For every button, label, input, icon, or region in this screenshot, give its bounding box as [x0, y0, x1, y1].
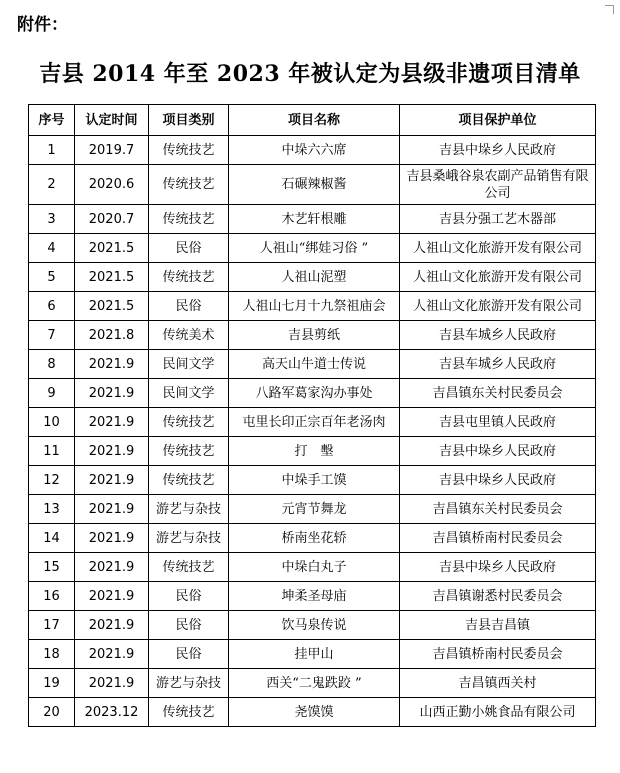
cell-name: 中垛手工馍	[229, 466, 400, 495]
cell-name: 高天山牛道士传说	[229, 350, 400, 379]
cell-date: 2021.9	[75, 611, 149, 640]
cell-no: 12	[29, 466, 75, 495]
cell-category: 民俗	[149, 234, 229, 263]
table-row	[29, 466, 596, 495]
cell-no: 18	[29, 640, 75, 669]
cell-date: 2021.9	[75, 669, 149, 698]
cell-no: 19	[29, 669, 75, 698]
table-row	[29, 437, 596, 466]
cell-name: 打 墼	[229, 437, 400, 466]
cell-no: 11	[29, 437, 75, 466]
cell-date: 2023.12	[75, 698, 149, 727]
cell-date: 2021.9	[75, 495, 149, 524]
cell-no: 7	[29, 321, 75, 350]
cell-date: 2020.6	[75, 165, 149, 205]
cell-category: 游艺与杂技	[149, 669, 229, 698]
cell-name: 中垛六六席	[229, 136, 400, 165]
cell-date: 2021.9	[75, 408, 149, 437]
cell-category: 传统技艺	[149, 263, 229, 292]
table-header-row	[29, 105, 596, 136]
cell-name: 屯里长印正宗百年老汤肉	[229, 408, 400, 437]
cell-category: 民俗	[149, 292, 229, 321]
cell-name: 吉县剪纸	[229, 321, 400, 350]
cell-date: 2021.9	[75, 553, 149, 582]
cell-date: 2021.9	[75, 524, 149, 553]
cell-unit: 吉县中垛乡人民政府	[400, 466, 596, 495]
cell-category: 传统技艺	[149, 466, 229, 495]
cell-name: 挂甲山	[229, 640, 400, 669]
cell-date: 2021.8	[75, 321, 149, 350]
table-row	[29, 698, 596, 727]
cell-unit: 吉昌镇桥南村民委员会	[400, 524, 596, 553]
cell-no: 15	[29, 553, 75, 582]
cell-category: 游艺与杂技	[149, 495, 229, 524]
cell-name: 西关“二鬼跌跤 ”	[229, 669, 400, 698]
column-header-unit: 项目保护单位	[400, 105, 596, 136]
cell-category: 民俗	[149, 640, 229, 669]
table-row	[29, 205, 596, 234]
table-row	[29, 234, 596, 263]
cell-date: 2021.9	[75, 437, 149, 466]
cell-no: 9	[29, 379, 75, 408]
table-row	[29, 582, 596, 611]
cell-no: 5	[29, 263, 75, 292]
table-row	[29, 553, 596, 582]
cell-unit: 人祖山文化旅游开发有限公司	[400, 234, 596, 263]
cell-category: 传统技艺	[149, 437, 229, 466]
cell-name: 坤柔圣母庙	[229, 582, 400, 611]
cell-unit: 吉昌镇东关村民委员会	[400, 495, 596, 524]
cell-date: 2021.9	[75, 379, 149, 408]
cell-unit: 吉昌镇东关村民委员会	[400, 379, 596, 408]
table-row	[29, 263, 596, 292]
cell-unit: 吉县中垛乡人民政府	[400, 437, 596, 466]
cell-unit: 吉昌镇西关村	[400, 669, 596, 698]
cell-unit: 吉县屯里镇人民政府	[400, 408, 596, 437]
cell-name: 尧馍馍	[229, 698, 400, 727]
page-corner-mark	[605, 5, 614, 14]
cell-name: 人祖山泥塑	[229, 263, 400, 292]
cell-name: 桥南坐花轿	[229, 524, 400, 553]
column-header-date: 认定时间	[75, 105, 149, 136]
cell-no: 8	[29, 350, 75, 379]
cell-no: 17	[29, 611, 75, 640]
cell-category: 传统技艺	[149, 205, 229, 234]
table-row	[29, 611, 596, 640]
cell-no: 16	[29, 582, 75, 611]
cell-no: 3	[29, 205, 75, 234]
cell-category: 传统技艺	[149, 553, 229, 582]
cell-unit: 山西正勤小姚食品有限公司	[400, 698, 596, 727]
cell-name: 木艺轩根雕	[229, 205, 400, 234]
cell-unit: 吉昌镇谢悉村民委员会	[400, 582, 596, 611]
cell-no: 1	[29, 136, 75, 165]
cell-date: 2021.5	[75, 292, 149, 321]
cell-date: 2020.7	[75, 205, 149, 234]
table-row	[29, 321, 596, 350]
cell-category: 民间文学	[149, 379, 229, 408]
cell-no: 4	[29, 234, 75, 263]
cell-unit: 吉县桑峨谷泉农副产品销售有限公司	[400, 165, 596, 205]
table-row	[29, 292, 596, 321]
heritage-list-table	[28, 104, 596, 727]
cell-category: 民俗	[149, 582, 229, 611]
cell-no: 10	[29, 408, 75, 437]
cell-name: 中垛白丸子	[229, 553, 400, 582]
table-row	[29, 379, 596, 408]
cell-name: 饮马泉传说	[229, 611, 400, 640]
column-header-category: 项目类别	[149, 105, 229, 136]
cell-category: 游艺与杂技	[149, 524, 229, 553]
cell-name: 八路军葛家沟办事处	[229, 379, 400, 408]
cell-unit: 吉县车城乡人民政府	[400, 350, 596, 379]
cell-date: 2021.9	[75, 466, 149, 495]
cell-date: 2021.9	[75, 640, 149, 669]
column-header-no: 序号	[29, 105, 75, 136]
cell-unit: 吉县分强工艺木器部	[400, 205, 596, 234]
cell-unit: 吉县中垛乡人民政府	[400, 136, 596, 165]
cell-no: 13	[29, 495, 75, 524]
cell-no: 2	[29, 165, 75, 205]
cell-category: 民间文学	[149, 350, 229, 379]
table-row	[29, 524, 596, 553]
cell-date: 2021.5	[75, 263, 149, 292]
cell-unit: 吉县中垛乡人民政府	[400, 553, 596, 582]
cell-date: 2019.7	[75, 136, 149, 165]
table-row	[29, 408, 596, 437]
cell-category: 传统技艺	[149, 165, 229, 205]
cell-name: 石碾辣椒酱	[229, 165, 400, 205]
attachment-label: 附件：	[17, 15, 68, 35]
cell-unit: 人祖山文化旅游开发有限公司	[400, 292, 596, 321]
cell-name: 人祖山“绑娃习俗 ”	[229, 234, 400, 263]
cell-unit: 吉县车城乡人民政府	[400, 321, 596, 350]
table-row	[29, 136, 596, 165]
cell-no: 14	[29, 524, 75, 553]
cell-date: 2021.9	[75, 350, 149, 379]
table-row	[29, 640, 596, 669]
cell-no: 20	[29, 698, 75, 727]
table-body	[29, 136, 596, 727]
cell-unit: 人祖山文化旅游开发有限公司	[400, 263, 596, 292]
cell-category: 民俗	[149, 611, 229, 640]
cell-no: 6	[29, 292, 75, 321]
cell-date: 2021.5	[75, 234, 149, 263]
cell-category: 传统美术	[149, 321, 229, 350]
cell-category: 传统技艺	[149, 698, 229, 727]
table-row	[29, 495, 596, 524]
cell-date: 2021.9	[75, 582, 149, 611]
table-row	[29, 350, 596, 379]
table-row	[29, 165, 596, 205]
cell-category: 传统技艺	[149, 136, 229, 165]
cell-name: 人祖山七月十九祭祖庙会	[229, 292, 400, 321]
document-title: 吉县 2014 年至 2023 年被认定为县级非遗项目清单	[39, 61, 581, 87]
table-row	[29, 669, 596, 698]
cell-unit: 吉昌镇桥南村民委员会	[400, 640, 596, 669]
cell-name: 元宵节舞龙	[229, 495, 400, 524]
column-header-name: 项目名称	[229, 105, 400, 136]
cell-unit: 吉县吉昌镇	[400, 611, 596, 640]
cell-category: 传统技艺	[149, 408, 229, 437]
